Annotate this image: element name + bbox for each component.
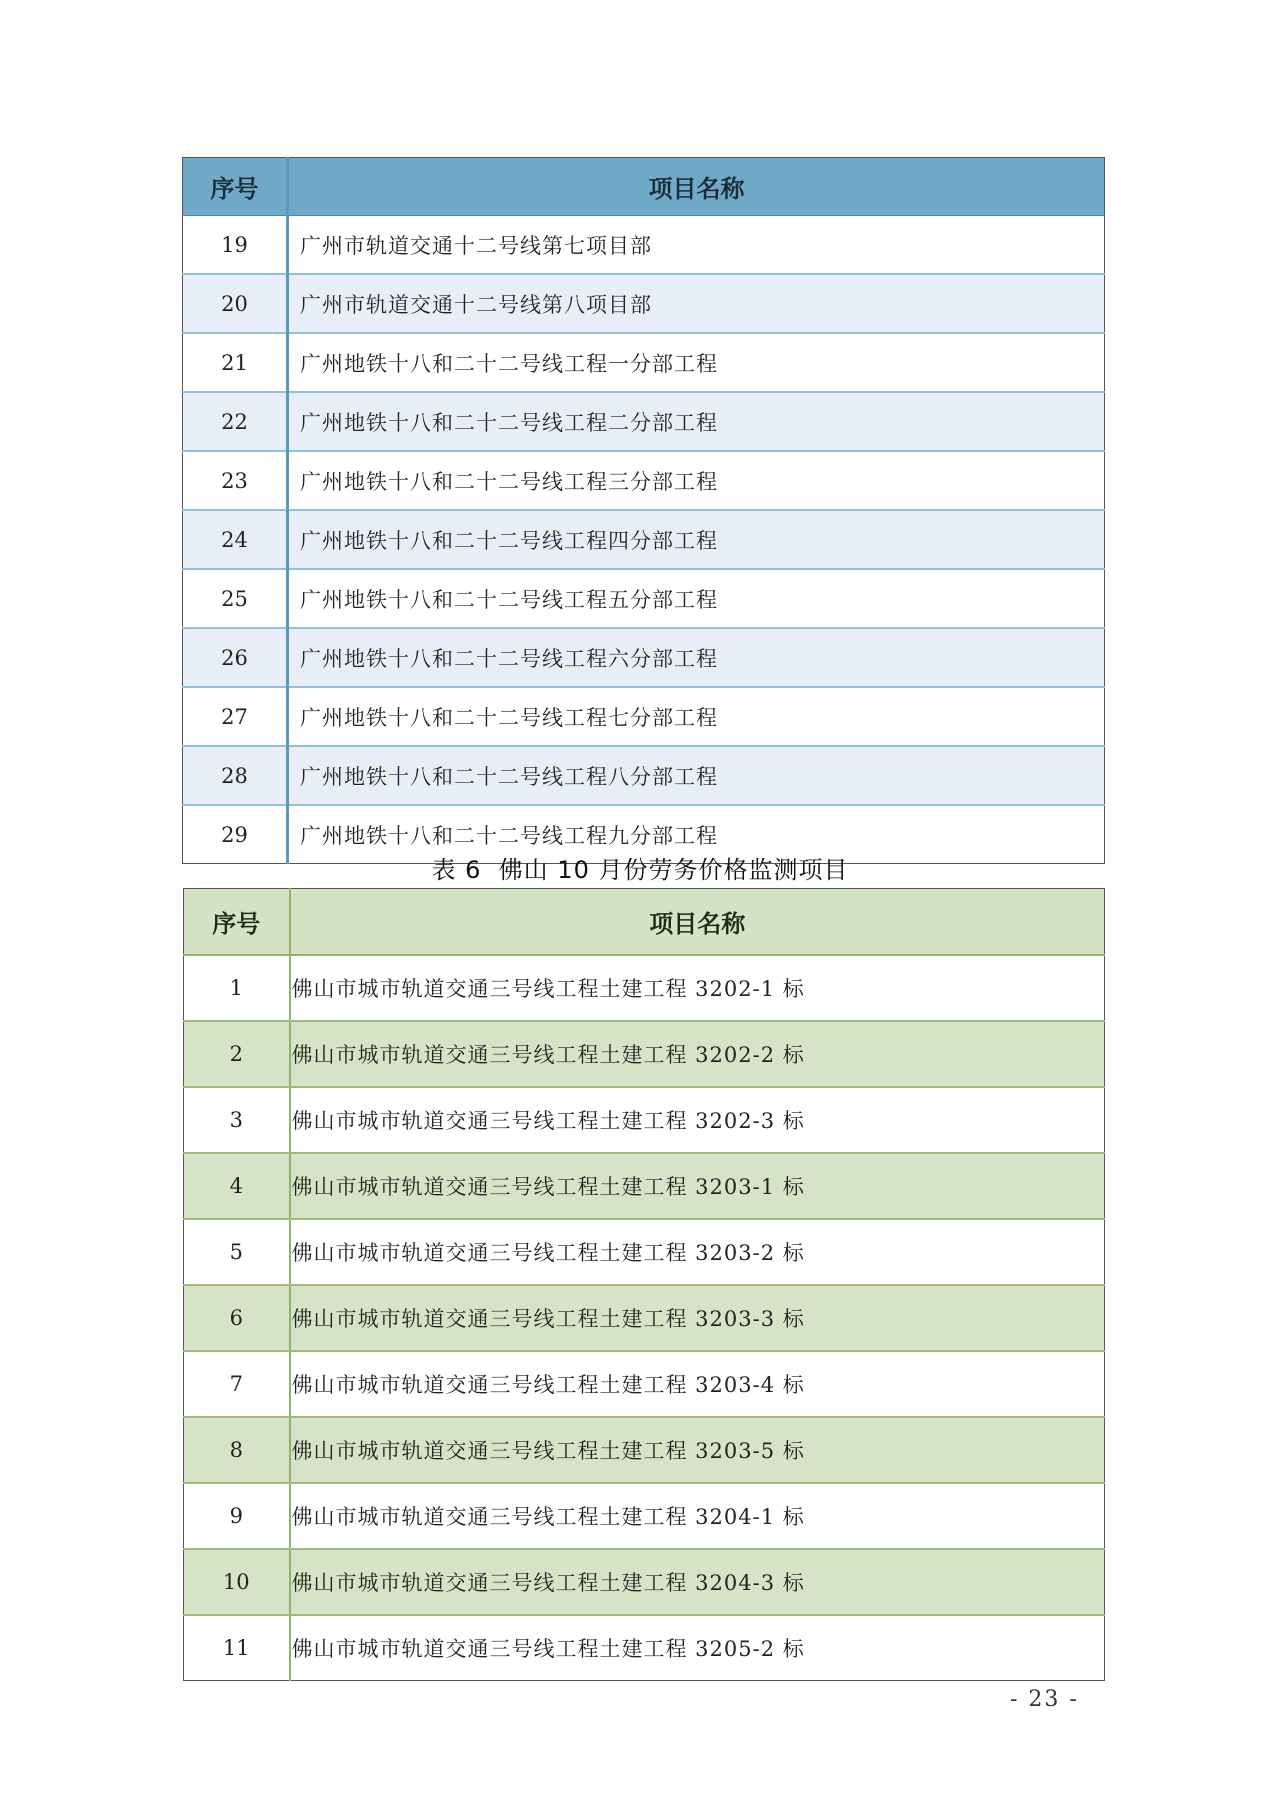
table-row bbox=[184, 1615, 1105, 1681]
table-row bbox=[184, 1351, 1105, 1417]
row-project-name: 广州市轨道交通十二号线第八项目部 bbox=[288, 274, 1105, 333]
foshan-projects-table bbox=[183, 888, 1105, 1681]
table-row bbox=[183, 569, 1105, 628]
row-project-name: 广州地铁十八和二十二号线工程九分部工程 bbox=[300, 823, 718, 848]
row-project-name: 广州市轨道交通十二号线第七项目部 bbox=[288, 216, 1105, 275]
row-project-name: 广州地铁十八和二十二号线工程一分部工程 bbox=[288, 333, 1105, 392]
table-row bbox=[184, 1153, 1105, 1219]
table-row bbox=[184, 1417, 1105, 1483]
row-project-name: 佛山市城市轨道交通三号线工程土建工程 3203-5 标 bbox=[290, 1417, 1105, 1483]
row-project-name: 广州地铁十八和二十二号线工程六分部工程 bbox=[288, 628, 1105, 687]
table-row bbox=[184, 1285, 1105, 1351]
row-project-name: 佛山市城市轨道交通三号线工程土建工程 3205-2 标 bbox=[291, 1637, 805, 1661]
page-number: - 23 - bbox=[1010, 1687, 1079, 1712]
row-index: 6 bbox=[184, 1285, 290, 1351]
table-row bbox=[183, 687, 1105, 746]
row-index: 25 bbox=[183, 569, 288, 628]
column-header-name: 项目名称 bbox=[288, 158, 1105, 216]
table-row bbox=[183, 510, 1105, 569]
table-caption: 表 6 佛山 10 月份劳务价格监测项目 bbox=[431, 856, 849, 884]
row-project-name: 佛山市城市轨道交通三号线工程土建工程 3204-1 标 bbox=[290, 1483, 1105, 1549]
row-index: 24 bbox=[183, 510, 288, 569]
row-project-name: 广州地铁十八和二十二号线工程五分部工程 bbox=[288, 569, 1105, 628]
row-index: 1 bbox=[184, 955, 290, 1021]
row-index: 3 bbox=[184, 1087, 290, 1153]
table-row bbox=[184, 955, 1105, 1021]
row-index: 23 bbox=[183, 451, 288, 510]
row-index: 29 bbox=[183, 805, 288, 864]
table-row bbox=[183, 628, 1105, 687]
row-index: 22 bbox=[183, 392, 288, 451]
row-project-name: 佛山市城市轨道交通三号线工程土建工程 3203-4 标 bbox=[290, 1351, 1105, 1417]
table-row bbox=[183, 451, 1105, 510]
table-header-row bbox=[183, 158, 1105, 216]
row-index: 7 bbox=[184, 1351, 290, 1417]
row-index: 2 bbox=[184, 1021, 290, 1087]
row-index: 11 bbox=[184, 1615, 290, 1681]
row-index: 26 bbox=[183, 628, 288, 687]
table-row bbox=[183, 216, 1105, 275]
row-project-name: 佛山市城市轨道交通三号线工程土建工程 3203-2 标 bbox=[290, 1219, 1105, 1285]
column-header-name: 项目名称 bbox=[290, 889, 1105, 956]
table-row bbox=[184, 1483, 1105, 1549]
table-row bbox=[184, 1021, 1105, 1087]
row-index: 9 bbox=[184, 1483, 290, 1549]
row-project-name: 佛山市城市轨道交通三号线工程土建工程 3202-2 标 bbox=[290, 1021, 1105, 1087]
row-project-name: 佛山市城市轨道交通三号线工程土建工程 3203-3 标 bbox=[290, 1285, 1105, 1351]
row-project-name: 广州地铁十八和二十二号线工程二分部工程 bbox=[288, 392, 1105, 451]
table-row bbox=[184, 1549, 1105, 1615]
row-project-name: 广州地铁十八和二十二号线工程四分部工程 bbox=[288, 510, 1105, 569]
table-row bbox=[183, 746, 1105, 805]
column-header-index: 序号 bbox=[184, 889, 290, 956]
row-index: 20 bbox=[183, 274, 288, 333]
table-row bbox=[184, 1219, 1105, 1285]
row-project-name: 佛山市城市轨道交通三号线工程土建工程 3204-3 标 bbox=[290, 1549, 1105, 1615]
row-index: 8 bbox=[184, 1417, 290, 1483]
table-row bbox=[183, 333, 1105, 392]
row-index: 4 bbox=[184, 1153, 290, 1219]
row-project-name: 广州地铁十八和二十二号线工程三分部工程 bbox=[288, 451, 1105, 510]
row-index: 27 bbox=[183, 687, 288, 746]
row-index: 10 bbox=[184, 1549, 290, 1615]
row-project-name: 广州地铁十八和二十二号线工程八分部工程 bbox=[288, 746, 1105, 805]
row-project-name: 佛山市城市轨道交通三号线工程土建工程 3203-1 标 bbox=[290, 1153, 1105, 1219]
row-index: 28 bbox=[183, 746, 288, 805]
table-header-row bbox=[184, 889, 1105, 956]
row-index: 19 bbox=[183, 216, 288, 275]
row-project-name: 佛山市城市轨道交通三号线工程土建工程 3202-3 标 bbox=[290, 1087, 1105, 1153]
row-project-name: 广州地铁十八和二十二号线工程七分部工程 bbox=[288, 687, 1105, 746]
column-header-index: 序号 bbox=[183, 158, 288, 216]
row-index: 5 bbox=[184, 1219, 290, 1285]
table-row bbox=[183, 392, 1105, 451]
guangzhou-projects-table bbox=[182, 157, 1105, 864]
table-row bbox=[184, 1087, 1105, 1153]
row-project-name: 佛山市城市轨道交通三号线工程土建工程 3202-1 标 bbox=[290, 955, 1105, 1021]
row-index: 21 bbox=[183, 333, 288, 392]
table-row bbox=[183, 274, 1105, 333]
